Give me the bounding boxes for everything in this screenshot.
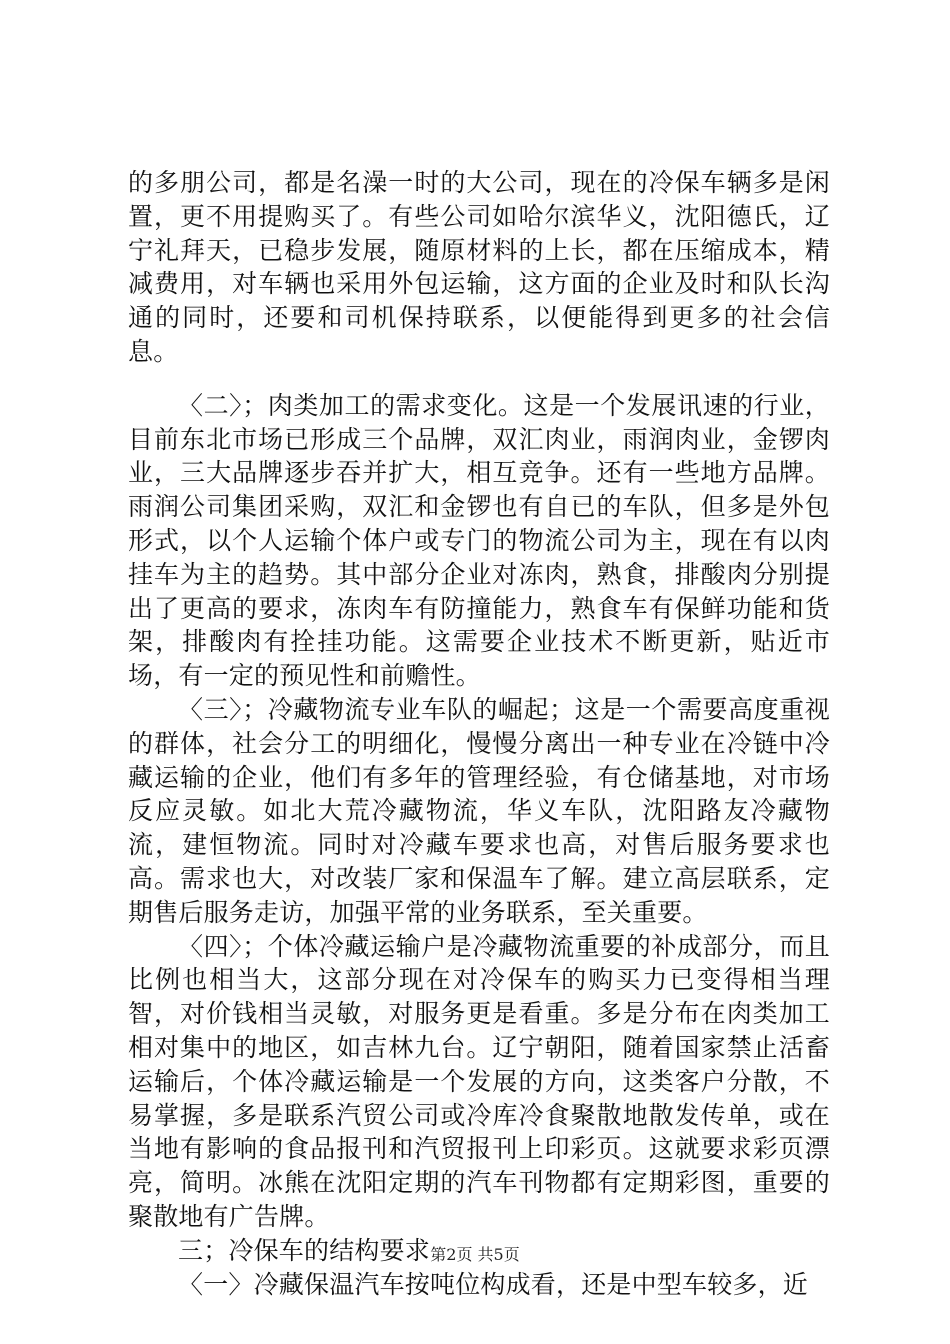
paragraph-section-2: 〈二〉；肉类加工的需求变化。这是一个发展讯速的行业，目前东北市场已形成三个品牌，双汇肉业，雨润肉业，金锣肉业，三大品牌逐步吞并扩大，相互竞争。还有一些地方品牌。雨润公司集团采购，双汇和金锣也有自已的车队，但多是外包形式，以个人运输个体户或专门的物流公司为主，现在有以肉挂车为主的趋势。其中部分企业对冻肉，熟食，排酸肉分别提出了更高的要求，冻肉车有防撞能力，熟食车有保鲜功能和货架，排酸肉有拴挂功能。这需要企业技术不断更新，贴近市场，有一定的预见性和前赡性。	[128, 390, 830, 691]
paragraph-subsection-1: 〈一〉冷藏保温汽车按吨位构成看，还是中型车较多，近	[178, 1269, 809, 1299]
paragraph-continuation: 的多朋公司，都是名澡一时的大公司，现在的冷保车辆多是闲置，更不用提购买了。有些公司如哈尔滨华义，沈阳德氏，辽宁礼拜天，已稳步发展，随原材料的上长，都在压缩成本，精减费用，对车辆也采用外包运输，这方面的企业及时和队长沟通的同时，还要和司机保持联系，以便能得到更多的社会信息。	[128, 168, 830, 366]
document-body	[128, 166, 830, 1301]
paragraph-section-3: 〈三〉；冷藏物流专业车队的崛起；这是一个需要高度重视的群体，社会分工的明细化，慢慢分离出一种专业在冷链中冷藏运输的企业，他们有多年的管理经验，有仓储基地，对市场反应灵敏。如北大荒冷藏物流，华义车队，沈阳路友冷藏物流，建恒物流。同时对冷藏车要求也高，对售后服务要求也高。需求也大，对改装厂家和保温车了解。建立高层联系，定期售后服务走访，加强平常的业务联系，至关重要。	[128, 694, 830, 927]
paragraph-section-4: 〈四〉；个体冷藏运输户是冷藏物流重要的补成部分，而且比例也相当大，这部分现在对冷保车的购买力已变得相当理智，对价钱相当灵敏，对服务更是看重。多是分布在肉类加工相对集中的地区，如吉林九台。辽宁朝阳，随着国家禁止活畜运输后，个体冷藏运输是一个发展的方向，这类客户分散，不易掌握，多是联系汽贸公司或冷库冷食聚散地散发传单，或在当地有影响的食品报刊和汽贸报刊上印彩页。这就要求彩页漂亮，简明。冰熊在沈阳定期的汽车刊物都有定期彩图，重要的聚散地有广告牌。	[128, 931, 830, 1231]
page-number-footer: 第2页 共5页	[430, 1245, 520, 1264]
heading-structure-requirements: 三；冷保车的结构要求	[178, 1235, 431, 1265]
